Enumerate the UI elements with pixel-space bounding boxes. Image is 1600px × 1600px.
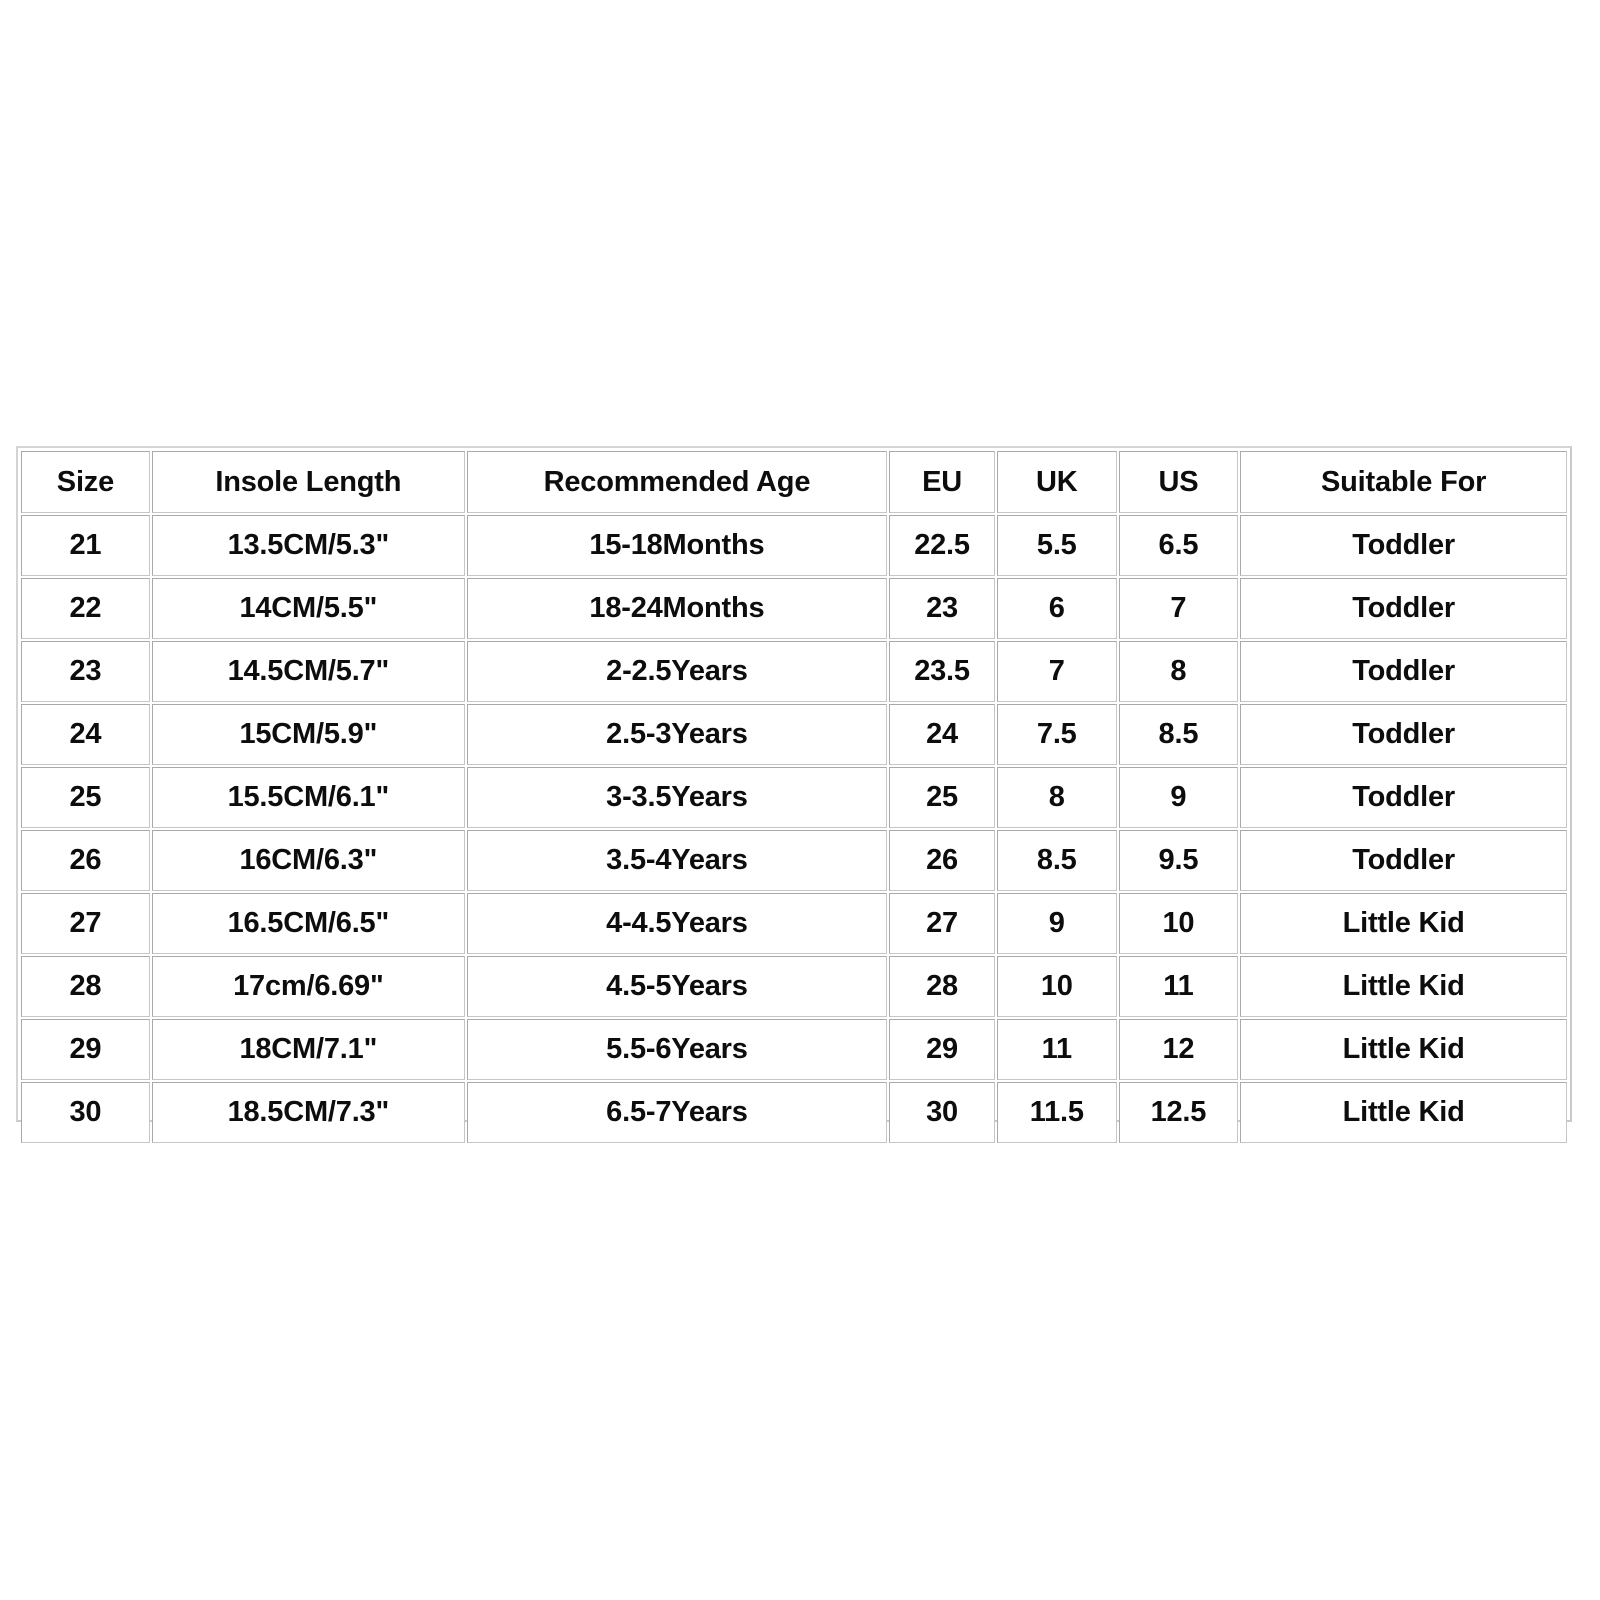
cell-recommended-age [467, 641, 887, 702]
column-header-uk-label: UK [1036, 465, 1078, 498]
cell-insole-length-text: 15CM/5.9" [239, 718, 378, 750]
table-header-row [21, 451, 1567, 513]
cell-uk [997, 704, 1117, 765]
cell-size-text: 27 [69, 907, 102, 939]
cell-uk-text: 5.5 [1036, 529, 1077, 561]
cell-recommended-age [467, 1019, 887, 1080]
cell-size [21, 1082, 150, 1143]
cell-size [21, 641, 150, 702]
cell-uk [997, 641, 1117, 702]
cell-size [21, 515, 150, 576]
column-header-insole-length [152, 451, 465, 513]
cell-eu [889, 830, 995, 891]
cell-suitable-for-text: Toddler [1352, 844, 1455, 876]
cell-uk-text: 7 [1048, 655, 1065, 687]
cell-size-text: 28 [69, 970, 102, 1002]
cell-size [21, 956, 150, 1017]
cell-eu-text: 26 [926, 844, 958, 876]
cell-size-text: 22 [69, 592, 102, 624]
cell-us-text: 9 [1170, 781, 1187, 813]
cell-recommended-age-text: 4.5-5Years [606, 970, 748, 1002]
cell-us-text: 7 [1170, 592, 1187, 624]
cell-recommended-age [467, 893, 887, 954]
table-row [21, 830, 1567, 891]
cell-us [1119, 956, 1239, 1017]
cell-insole-length-text: 18.5CM/7.3" [227, 1096, 390, 1128]
cell-us [1119, 578, 1239, 639]
cell-recommended-age-text: 3-3.5Years [606, 781, 748, 813]
cell-recommended-age [467, 704, 887, 765]
table-row [21, 1082, 1567, 1143]
cell-us-text: 12.5 [1150, 1096, 1207, 1128]
cell-size-text: 30 [69, 1096, 102, 1128]
cell-insole-length [152, 641, 465, 702]
cell-suitable-for [1240, 1082, 1567, 1143]
table-row [21, 767, 1567, 828]
cell-suitable-for [1240, 767, 1567, 828]
cell-uk [997, 767, 1117, 828]
cell-uk-text: 11.5 [1029, 1096, 1084, 1128]
cell-us [1119, 641, 1239, 702]
cell-insole-length-text: 16.5CM/6.5" [227, 907, 390, 939]
cell-recommended-age [467, 956, 887, 1017]
cell-suitable-for [1240, 641, 1567, 702]
table-row [21, 893, 1567, 954]
cell-size-text: 26 [69, 844, 102, 876]
cell-insole-length-text: 18CM/7.1" [239, 1033, 378, 1065]
cell-us-text: 8 [1170, 655, 1187, 687]
cell-recommended-age [467, 767, 887, 828]
cell-suitable-for-text: Little Kid [1342, 1096, 1465, 1128]
cell-eu-text: 25 [926, 781, 958, 813]
table-body [21, 515, 1567, 1143]
cell-us [1119, 830, 1239, 891]
cell-size [21, 893, 150, 954]
cell-insole-length-text: 13.5CM/5.3" [227, 529, 390, 561]
cell-insole-length [152, 1019, 465, 1080]
cell-size [21, 830, 150, 891]
cell-eu-text: 28 [926, 970, 958, 1002]
cell-uk [997, 893, 1117, 954]
cell-uk-text: 10 [1040, 970, 1073, 1002]
cell-size [21, 704, 150, 765]
cell-recommended-age-text: 5.5-6Years [606, 1033, 748, 1065]
column-header-eu [889, 451, 995, 513]
size-chart-table [19, 449, 1569, 1145]
cell-us [1119, 767, 1239, 828]
cell-us [1119, 893, 1239, 954]
cell-size-text: 25 [69, 781, 102, 813]
cell-uk-text: 7.5 [1036, 718, 1077, 750]
cell-recommended-age-text: 2-2.5Years [606, 655, 748, 687]
cell-size [21, 1019, 150, 1080]
cell-eu-text: 23.5 [914, 655, 970, 687]
cell-suitable-for [1240, 830, 1567, 891]
column-header-size [21, 451, 150, 513]
cell-suitable-for-text: Little Kid [1342, 1033, 1465, 1065]
cell-eu [889, 956, 995, 1017]
cell-us [1119, 1019, 1239, 1080]
cell-suitable-for [1240, 956, 1567, 1017]
cell-insole-length-text: 16CM/6.3" [239, 844, 378, 876]
cell-suitable-for-text: Toddler [1352, 655, 1455, 687]
table-row [21, 704, 1567, 765]
cell-insole-length-text: 14.5CM/5.7" [227, 655, 390, 687]
column-header-recommended-age [467, 451, 887, 513]
cell-eu-text: 29 [926, 1033, 958, 1065]
cell-uk-text: 9 [1048, 907, 1065, 939]
cell-suitable-for [1240, 515, 1567, 576]
column-header-us-label: US [1158, 465, 1199, 498]
cell-insole-length [152, 1082, 465, 1143]
cell-eu [889, 767, 995, 828]
cell-size-text: 24 [69, 718, 102, 750]
cell-insole-length [152, 578, 465, 639]
column-header-insole-length-label: Insole Length [215, 465, 402, 498]
table-row [21, 1019, 1567, 1080]
cell-recommended-age [467, 515, 887, 576]
cell-us [1119, 704, 1239, 765]
table-row [21, 578, 1567, 639]
cell-uk-text: 11 [1041, 1033, 1072, 1065]
cell-suitable-for-text: Toddler [1352, 781, 1455, 813]
cell-insole-length-text: 17cm/6.69" [233, 970, 384, 1002]
cell-uk [997, 1082, 1117, 1143]
cell-suitable-for [1240, 893, 1567, 954]
cell-eu [889, 515, 995, 576]
cell-eu-text: 22.5 [914, 529, 970, 561]
cell-recommended-age [467, 1082, 887, 1143]
cell-uk [997, 830, 1117, 891]
cell-eu [889, 893, 995, 954]
cell-uk [997, 578, 1117, 639]
cell-us-text: 11 [1163, 970, 1194, 1002]
cell-eu [889, 1019, 995, 1080]
cell-recommended-age-text: 4-4.5Years [606, 907, 748, 939]
cell-suitable-for [1240, 1019, 1567, 1080]
column-header-suitable-for [1240, 451, 1567, 513]
cell-uk-text: 6 [1048, 592, 1065, 624]
cell-eu [889, 578, 995, 639]
cell-size-text: 29 [69, 1033, 102, 1065]
cell-insole-length [152, 830, 465, 891]
cell-eu [889, 704, 995, 765]
cell-eu [889, 1082, 995, 1143]
column-header-recommended-age-label: Recommended Age [543, 465, 811, 498]
cell-eu-text: 27 [926, 907, 958, 939]
cell-size [21, 767, 150, 828]
cell-size [21, 578, 150, 639]
cell-uk [997, 956, 1117, 1017]
cell-uk [997, 515, 1117, 576]
cell-suitable-for-text: Toddler [1352, 718, 1455, 750]
cell-us [1119, 1082, 1239, 1143]
column-header-uk [997, 451, 1117, 513]
cell-insole-length-text: 15.5CM/6.1" [227, 781, 390, 813]
cell-recommended-age [467, 830, 887, 891]
cell-suitable-for [1240, 578, 1567, 639]
cell-uk-text: 8 [1048, 781, 1065, 813]
cell-us-text: 12 [1162, 1033, 1195, 1065]
cell-suitable-for-text: Little Kid [1342, 907, 1465, 939]
cell-insole-length-text: 14CM/5.5" [239, 592, 378, 624]
cell-us-text: 10 [1162, 907, 1195, 939]
cell-recommended-age [467, 578, 887, 639]
column-header-size-label: Size [56, 465, 115, 498]
column-header-us [1119, 451, 1239, 513]
size-chart-table-frame [16, 446, 1572, 1128]
cell-uk [997, 1019, 1117, 1080]
table-row [21, 956, 1567, 1017]
cell-us-text: 6.5 [1158, 529, 1199, 561]
table-row [21, 641, 1567, 702]
cell-uk-text: 8.5 [1036, 844, 1077, 876]
cell-recommended-age-text: 15-18Months [589, 529, 765, 561]
cell-recommended-age-text: 18-24Months [589, 592, 765, 624]
cell-insole-length [152, 515, 465, 576]
cell-us-text: 8.5 [1158, 718, 1199, 750]
cell-suitable-for-text: Little Kid [1342, 970, 1465, 1002]
cell-insole-length [152, 767, 465, 828]
cell-eu [889, 641, 995, 702]
cell-recommended-age-text: 3.5-4Years [606, 844, 748, 876]
column-header-suitable-for-label: Suitable For [1321, 465, 1487, 498]
cell-suitable-for-text: Toddler [1352, 592, 1455, 624]
cell-insole-length [152, 704, 465, 765]
cell-size-text: 21 [69, 529, 102, 561]
cell-us-text: 9.5 [1158, 844, 1199, 876]
cell-us [1119, 515, 1239, 576]
cell-size-text: 23 [69, 655, 102, 687]
cell-suitable-for-text: Toddler [1352, 529, 1455, 561]
cell-eu-text: 24 [926, 718, 958, 750]
cell-eu-text: 23 [926, 592, 958, 624]
cell-insole-length [152, 956, 465, 1017]
table-row [21, 515, 1567, 576]
cell-eu-text: 30 [926, 1096, 958, 1128]
cell-recommended-age-text: 2.5-3Years [606, 718, 748, 750]
cell-suitable-for [1240, 704, 1567, 765]
table-header [21, 451, 1567, 513]
cell-insole-length [152, 893, 465, 954]
cell-recommended-age-text: 6.5-7Years [606, 1096, 748, 1128]
column-header-eu-label: EU [922, 465, 962, 498]
